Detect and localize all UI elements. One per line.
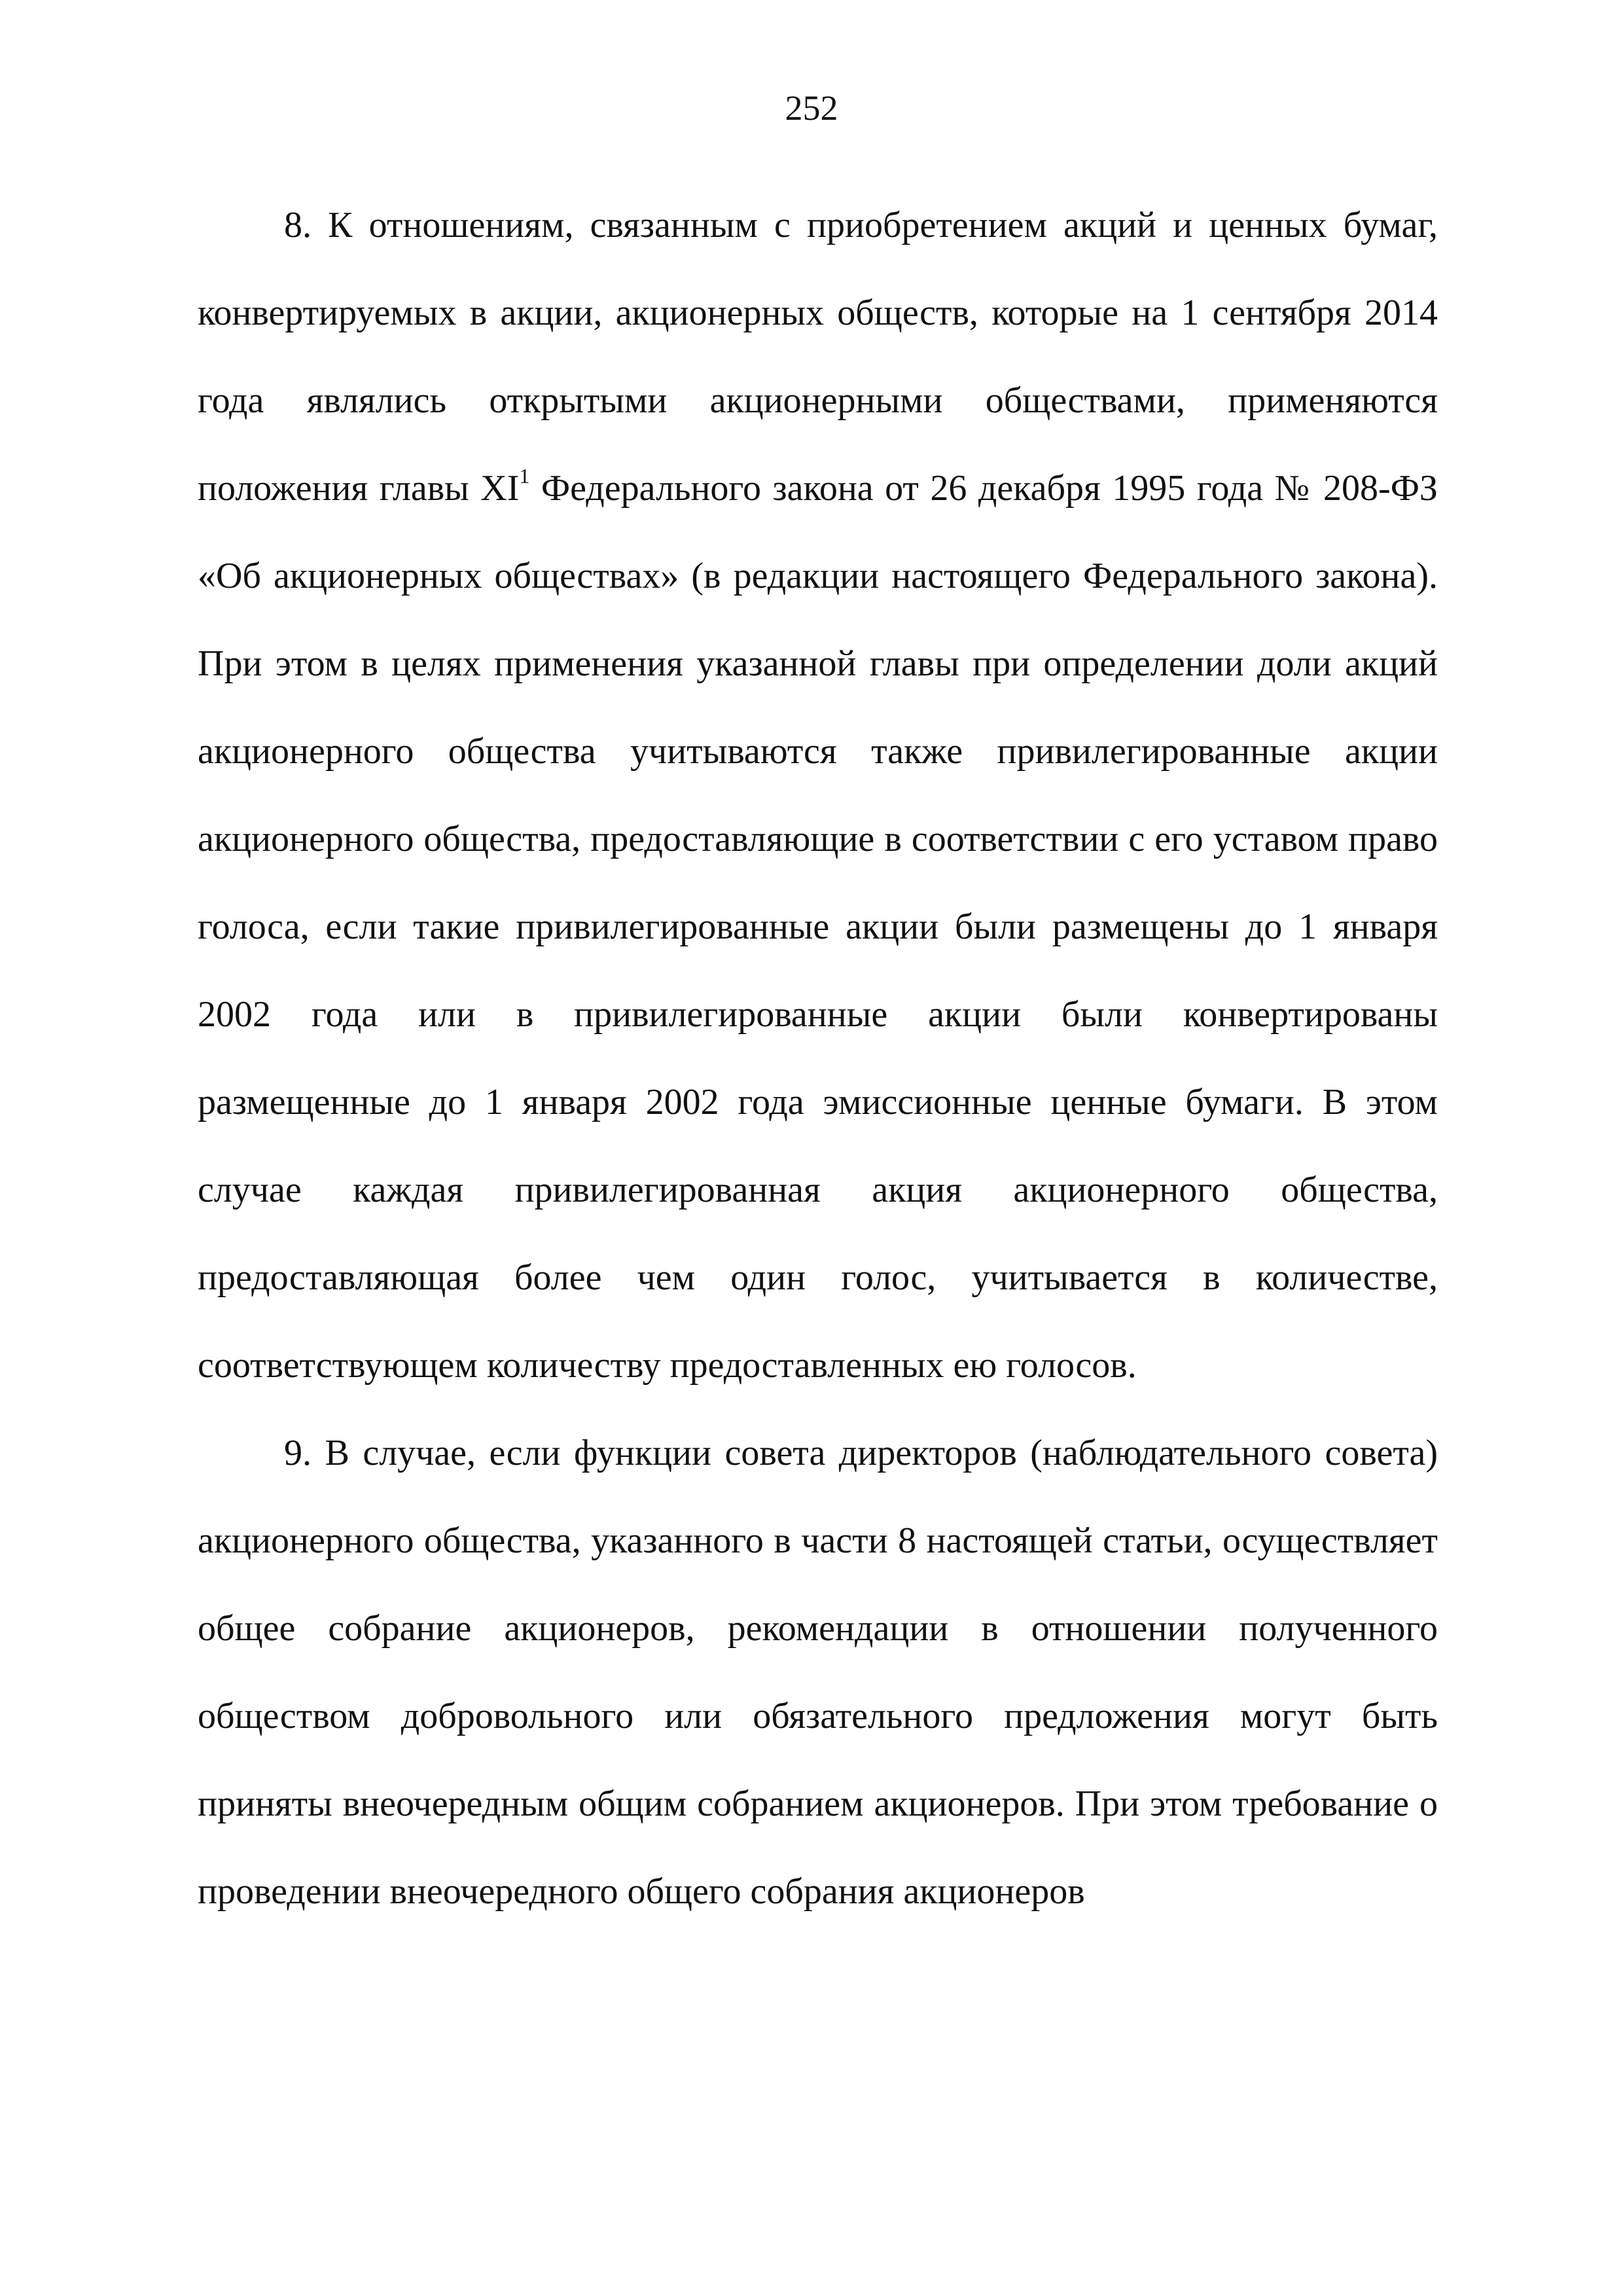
paragraph-9-text: 9. В случае, если функции совета директоров (наблюдательного совета) акционерного общества, указанного в части 8 настоящей статьи, осуществляет общее собрание акционеров, рекомендации в отношении полученного обществом добровольного или обязательного предложения могут быть приняты внеочередным общим собранием акционеров. При этом требование о проведении внеочередного общего собрания акционеров [198,1433,1438,1912]
page-number: 252 [785,88,838,128]
paragraph-8-text-start: 8. К отношениям, связанным с приобретением акций и ценных бумаг, конвертируемых в акции, акционерных обществ, которые на 1 сентября 2014 года являлись открытыми акционерными обществами, применяются положения главы XI [198,205,1438,509]
paragraph-8-text-end: Федерального закона от 26 декабря 1995 года № 208-ФЗ «Об акционерных обществах» (в редакции настоящего Федерального закона). При этом в целях применения указанной главы при определении доли акций акционерного общества учитываются также привилегированные акции акционерного общества, предоставляющие в соответствии с его уставом право голоса, если такие привилегированные акции были размещены до 1 января 2002 года или в привилегированные акции были конвертированы размещенные до 1 января 2002 года эмиссионные ценные бумаги. В этом случае каждая привилегированная акция акционерного общества, предоставляющая более чем один голос, учитывается в количестве, соответствующем количеству предоставленных ею голосов. [198,468,1438,1386]
document-body [198,181,1438,1935]
paragraph-9 [198,1409,1438,1935]
chapter-superscript: 1 [519,464,530,488]
paragraph-8 [198,181,1438,1409]
